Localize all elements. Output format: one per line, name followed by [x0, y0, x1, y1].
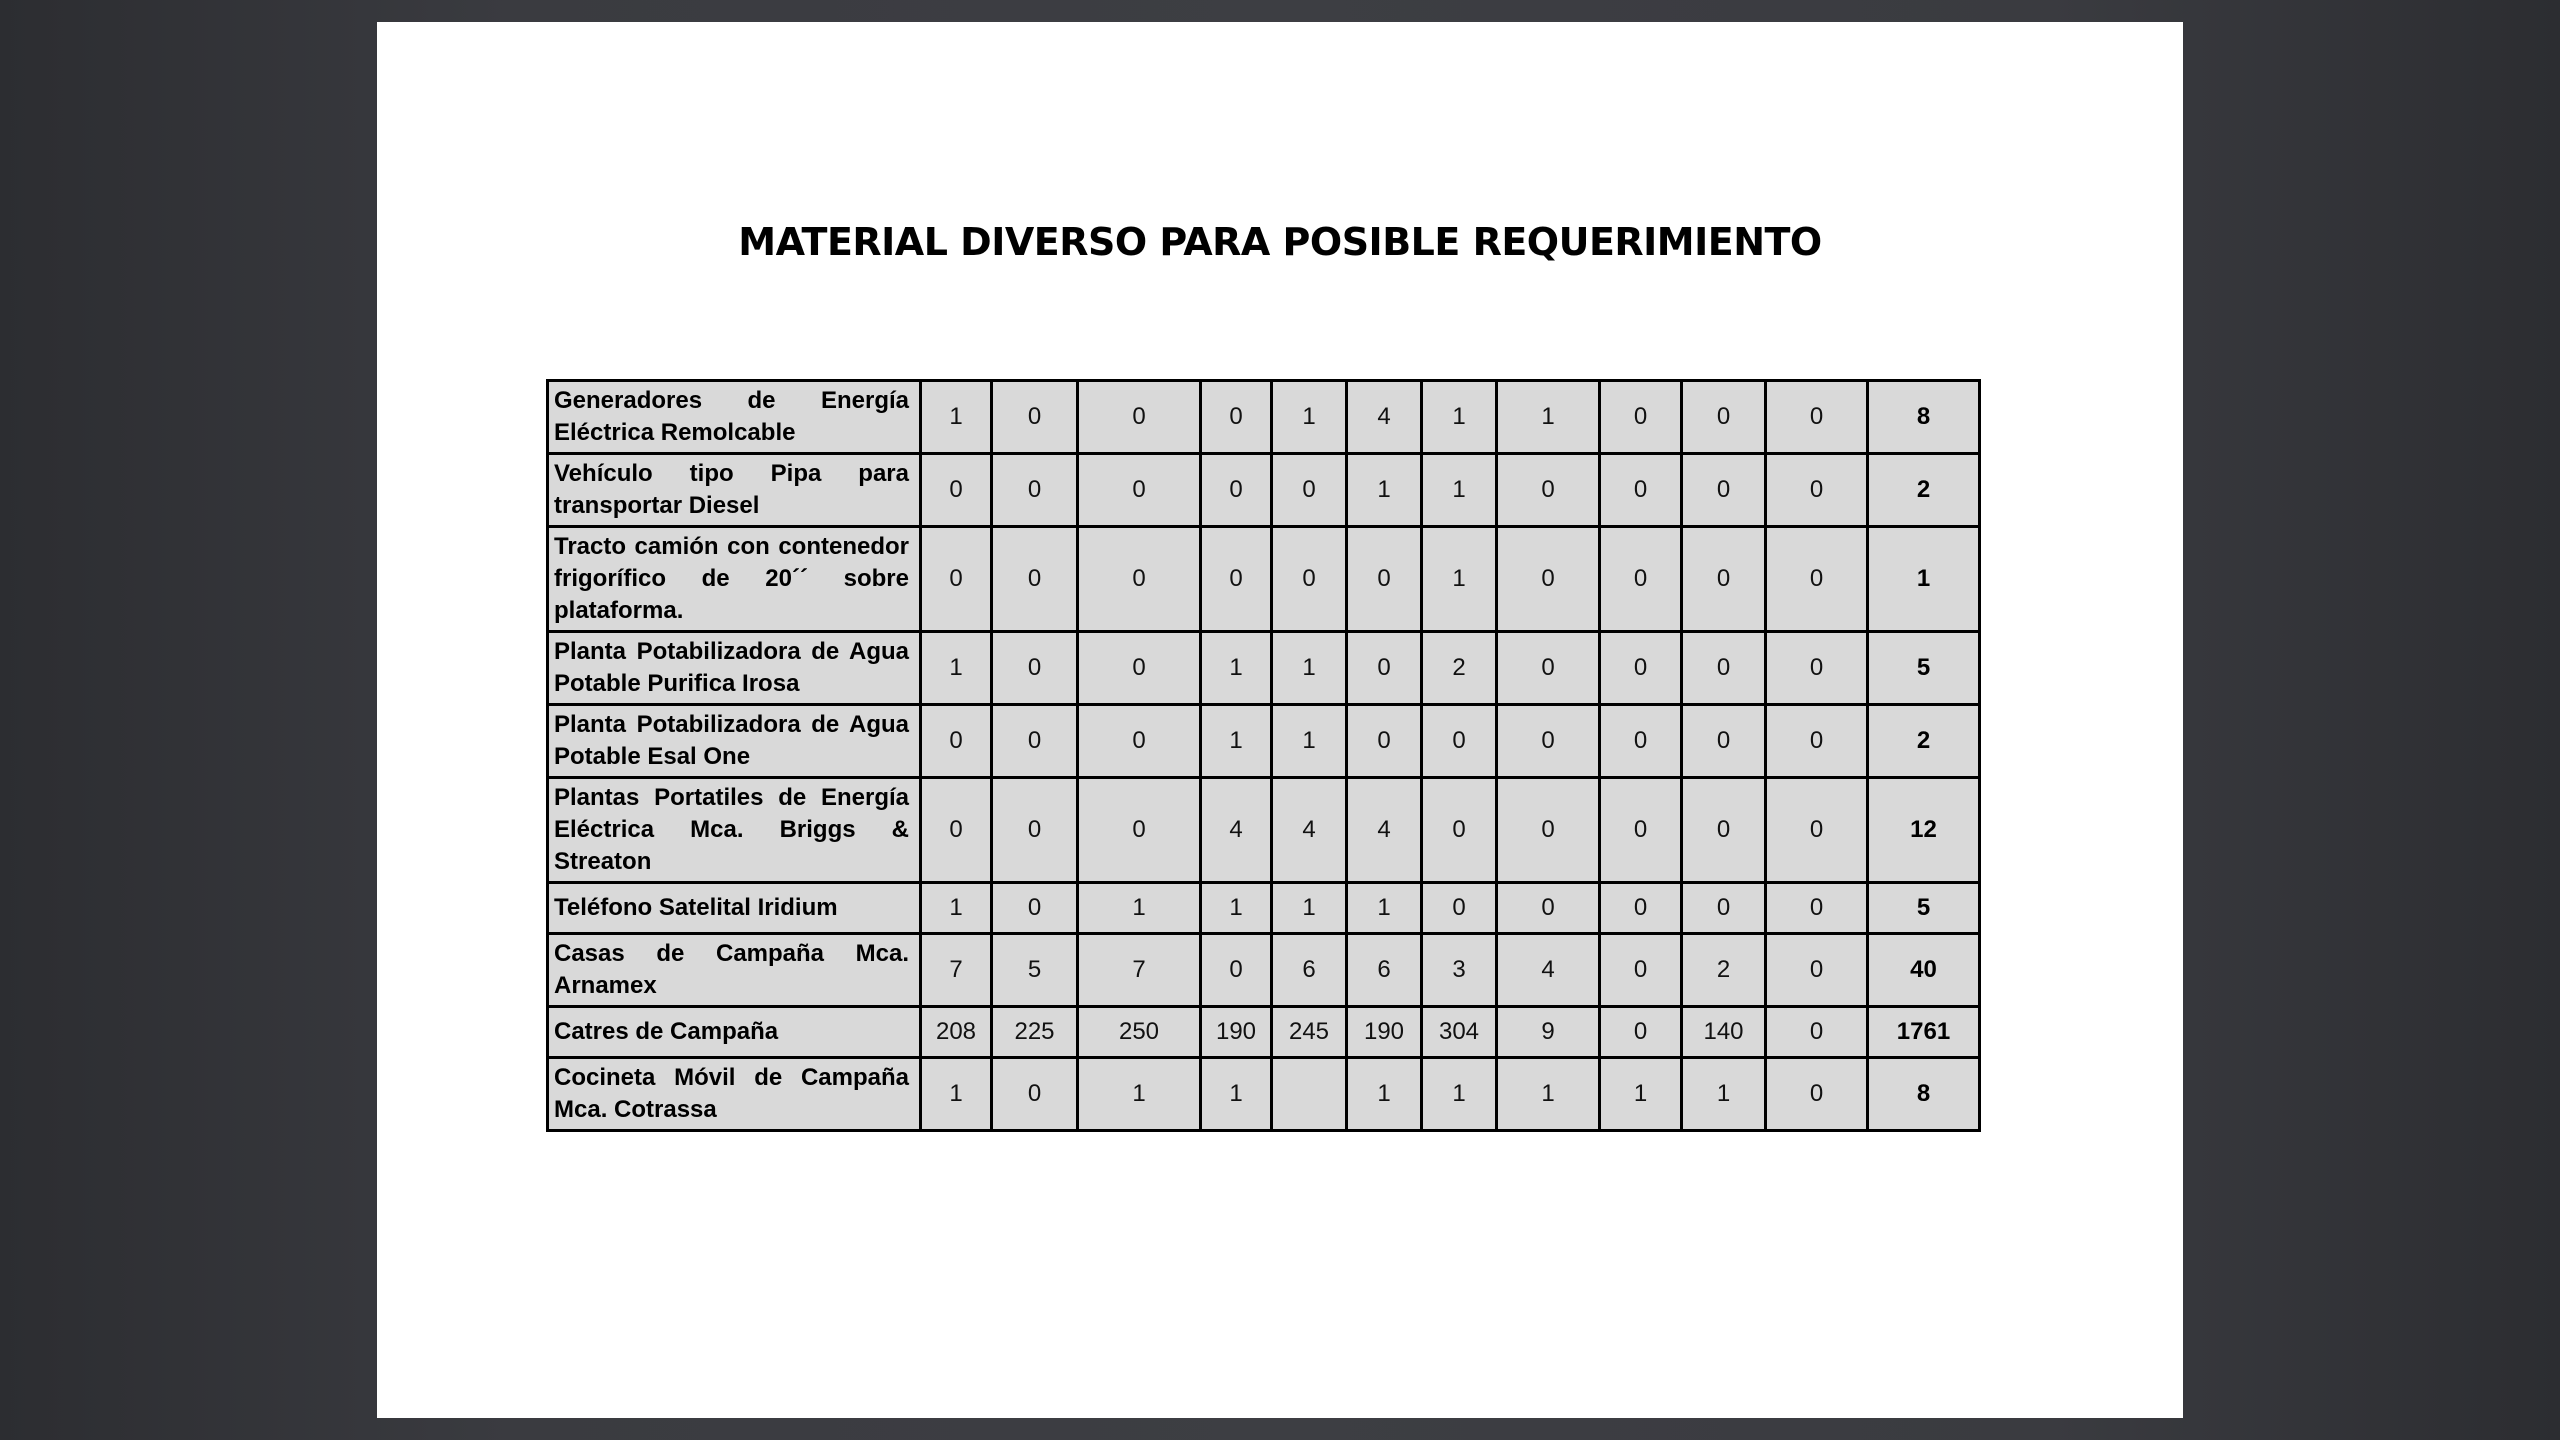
quantity-cell: 1	[1078, 1058, 1201, 1131]
quantity-cell: 0	[1497, 454, 1600, 527]
quantity-cell: 1	[1272, 632, 1347, 705]
item-name-cell: Cocineta Móvil de Campaña Mca. Cotrassa	[548, 1058, 921, 1131]
quantity-cell: 1	[1201, 1058, 1272, 1131]
quantity-cell: 0	[1766, 778, 1868, 883]
quantity-cell: 1	[1201, 705, 1272, 778]
quantity-cell: 245	[1272, 1007, 1347, 1058]
quantity-cell: 0	[1497, 778, 1600, 883]
total-cell: 40	[1868, 934, 1980, 1007]
quantity-cell: 1	[1347, 454, 1422, 527]
quantity-cell: 5	[992, 934, 1078, 1007]
quantity-cell: 1	[1422, 1058, 1497, 1131]
table-row	[548, 705, 1980, 778]
quantity-cell: 0	[992, 778, 1078, 883]
item-name-cell: Planta Potabilizadora de Agua Potable Esal One	[548, 705, 921, 778]
quantity-cell: 0	[1600, 381, 1682, 454]
quantity-cell: 3	[1422, 934, 1497, 1007]
quantity-cell: 0	[1078, 778, 1201, 883]
quantity-cell: 225	[992, 1007, 1078, 1058]
quantity-cell: 0	[1600, 1007, 1682, 1058]
quantity-cell: 0	[1347, 705, 1422, 778]
table-row	[548, 1058, 1980, 1131]
quantity-cell: 0	[1766, 883, 1868, 934]
quantity-cell: 0	[1682, 381, 1766, 454]
quantity-cell: 0	[1600, 454, 1682, 527]
quantity-cell: 7	[921, 934, 992, 1007]
quantity-cell: 0	[1682, 632, 1766, 705]
quantity-cell: 0	[1497, 705, 1600, 778]
quantity-cell: 1	[1201, 632, 1272, 705]
total-cell: 12	[1868, 778, 1980, 883]
quantity-cell: 1	[1272, 381, 1347, 454]
quantity-cell: 0	[1600, 934, 1682, 1007]
quantity-cell: 0	[1766, 934, 1868, 1007]
quantity-cell: 0	[1682, 883, 1766, 934]
quantity-cell: 1	[1422, 527, 1497, 632]
table-row	[548, 527, 1980, 632]
quantity-cell: 0	[1766, 1058, 1868, 1131]
quantity-cell: 1	[921, 381, 992, 454]
quantity-cell: 1	[1078, 883, 1201, 934]
quantity-cell: 0	[1497, 883, 1600, 934]
quantity-cell: 1	[1422, 381, 1497, 454]
quantity-cell: 0	[1600, 705, 1682, 778]
quantity-cell: 4	[1497, 934, 1600, 1007]
quantity-cell: 0	[1272, 454, 1347, 527]
quantity-cell: 0	[1682, 705, 1766, 778]
total-cell: 5	[1868, 632, 1980, 705]
quantity-cell: 0	[992, 883, 1078, 934]
quantity-cell: 1	[1272, 705, 1347, 778]
quantity-cell: 0	[1078, 454, 1201, 527]
quantity-cell: 0	[1201, 381, 1272, 454]
quantity-cell: 0	[1422, 705, 1497, 778]
quantity-cell: 4	[1201, 778, 1272, 883]
quantity-cell: 1	[921, 632, 992, 705]
item-name-cell: Tracto camión con contenedor frigorífico de 20´´ sobre plataforma.	[548, 527, 921, 632]
quantity-cell: 0	[992, 705, 1078, 778]
quantity-cell: 1	[921, 883, 992, 934]
quantity-cell: 0	[1600, 883, 1682, 934]
quantity-cell: 1	[1347, 1058, 1422, 1131]
total-cell: 1761	[1868, 1007, 1980, 1058]
quantity-cell: 0	[1600, 632, 1682, 705]
quantity-cell: 1	[1600, 1058, 1682, 1131]
item-name-cell: Generadores de Energía Eléctrica Remolcable	[548, 381, 921, 454]
total-cell: 8	[1868, 381, 1980, 454]
total-cell: 8	[1868, 1058, 1980, 1131]
quantity-cell: 0	[1766, 705, 1868, 778]
item-name-cell: Casas de Campaña Mca. Arnamex	[548, 934, 921, 1007]
quantity-cell: 0	[1600, 778, 1682, 883]
item-name-cell: Planta Potabilizadora de Agua Potable Purifica Irosa	[548, 632, 921, 705]
quantity-cell: 0	[1766, 527, 1868, 632]
quantity-cell: 4	[1347, 778, 1422, 883]
quantity-cell: 1	[921, 1058, 992, 1131]
quantity-cell: 0	[1078, 381, 1201, 454]
quantity-cell: 0	[992, 527, 1078, 632]
quantity-cell: 0	[1682, 454, 1766, 527]
item-name-cell: Vehículo tipo Pipa para transportar Diesel	[548, 454, 921, 527]
quantity-cell: 0	[1272, 527, 1347, 632]
quantity-cell: 0	[1600, 527, 1682, 632]
quantity-cell: 0	[1497, 632, 1600, 705]
table-row	[548, 934, 1980, 1007]
quantity-cell	[1272, 1058, 1347, 1131]
quantity-cell: 0	[1078, 632, 1201, 705]
quantity-cell: 6	[1347, 934, 1422, 1007]
quantity-cell: 7	[1078, 934, 1201, 1007]
quantity-cell: 2	[1682, 934, 1766, 1007]
total-cell: 2	[1868, 705, 1980, 778]
quantity-cell: 1	[1201, 883, 1272, 934]
table-row	[548, 454, 1980, 527]
quantity-cell: 2	[1422, 632, 1497, 705]
quantity-cell: 6	[1272, 934, 1347, 1007]
quantity-cell: 0	[921, 778, 992, 883]
quantity-cell: 9	[1497, 1007, 1600, 1058]
item-name-cell: Plantas Portatiles de Energía Eléctrica Mca. Briggs & Streaton	[548, 778, 921, 883]
quantity-cell: 0	[1078, 527, 1201, 632]
quantity-cell: 0	[1766, 1007, 1868, 1058]
quantity-cell: 0	[921, 705, 992, 778]
quantity-cell: 4	[1347, 381, 1422, 454]
quantity-cell: 250	[1078, 1007, 1201, 1058]
quantity-cell: 190	[1347, 1007, 1422, 1058]
quantity-cell: 0	[992, 454, 1078, 527]
item-name-cell: Teléfono Satelital Iridium	[548, 883, 921, 934]
table-row	[548, 1007, 1980, 1058]
quantity-cell: 1	[1347, 883, 1422, 934]
item-name-cell: Catres de Campaña	[548, 1007, 921, 1058]
quantity-cell: 0	[1497, 527, 1600, 632]
quantity-cell: 0	[1766, 381, 1868, 454]
quantity-cell: 0	[1422, 883, 1497, 934]
total-cell: 5	[1868, 883, 1980, 934]
quantity-cell: 0	[1201, 527, 1272, 632]
inventory-table	[546, 379, 1981, 1132]
table-row	[548, 381, 1980, 454]
quantity-cell: 0	[1347, 527, 1422, 632]
total-cell: 1	[1868, 527, 1980, 632]
quantity-cell: 0	[1422, 778, 1497, 883]
quantity-cell: 0	[1766, 454, 1868, 527]
quantity-cell: 0	[1078, 705, 1201, 778]
quantity-cell: 0	[992, 632, 1078, 705]
quantity-cell: 0	[1682, 778, 1766, 883]
total-cell: 2	[1868, 454, 1980, 527]
table-row	[548, 883, 1980, 934]
quantity-cell: 0	[1347, 632, 1422, 705]
table-row	[548, 778, 1980, 883]
quantity-cell: 304	[1422, 1007, 1497, 1058]
quantity-cell: 0	[921, 527, 992, 632]
quantity-cell: 1	[1497, 381, 1600, 454]
table-row	[548, 632, 1980, 705]
quantity-cell: 1	[1422, 454, 1497, 527]
quantity-cell: 0	[1201, 934, 1272, 1007]
slide-page	[377, 22, 2183, 1418]
quantity-cell: 1	[1497, 1058, 1600, 1131]
quantity-cell: 4	[1272, 778, 1347, 883]
quantity-cell: 0	[1766, 632, 1868, 705]
quantity-cell: 1	[1682, 1058, 1766, 1131]
quantity-cell: 0	[1682, 527, 1766, 632]
quantity-cell: 0	[992, 1058, 1078, 1131]
quantity-cell: 0	[992, 381, 1078, 454]
quantity-cell: 140	[1682, 1007, 1766, 1058]
quantity-cell: 0	[921, 454, 992, 527]
quantity-cell: 0	[1201, 454, 1272, 527]
quantity-cell: 1	[1272, 883, 1347, 934]
quantity-cell: 208	[921, 1007, 992, 1058]
page-title: MATERIAL DIVERSO PARA POSIBLE REQUERIMIENTO	[738, 220, 1822, 264]
quantity-cell: 190	[1201, 1007, 1272, 1058]
